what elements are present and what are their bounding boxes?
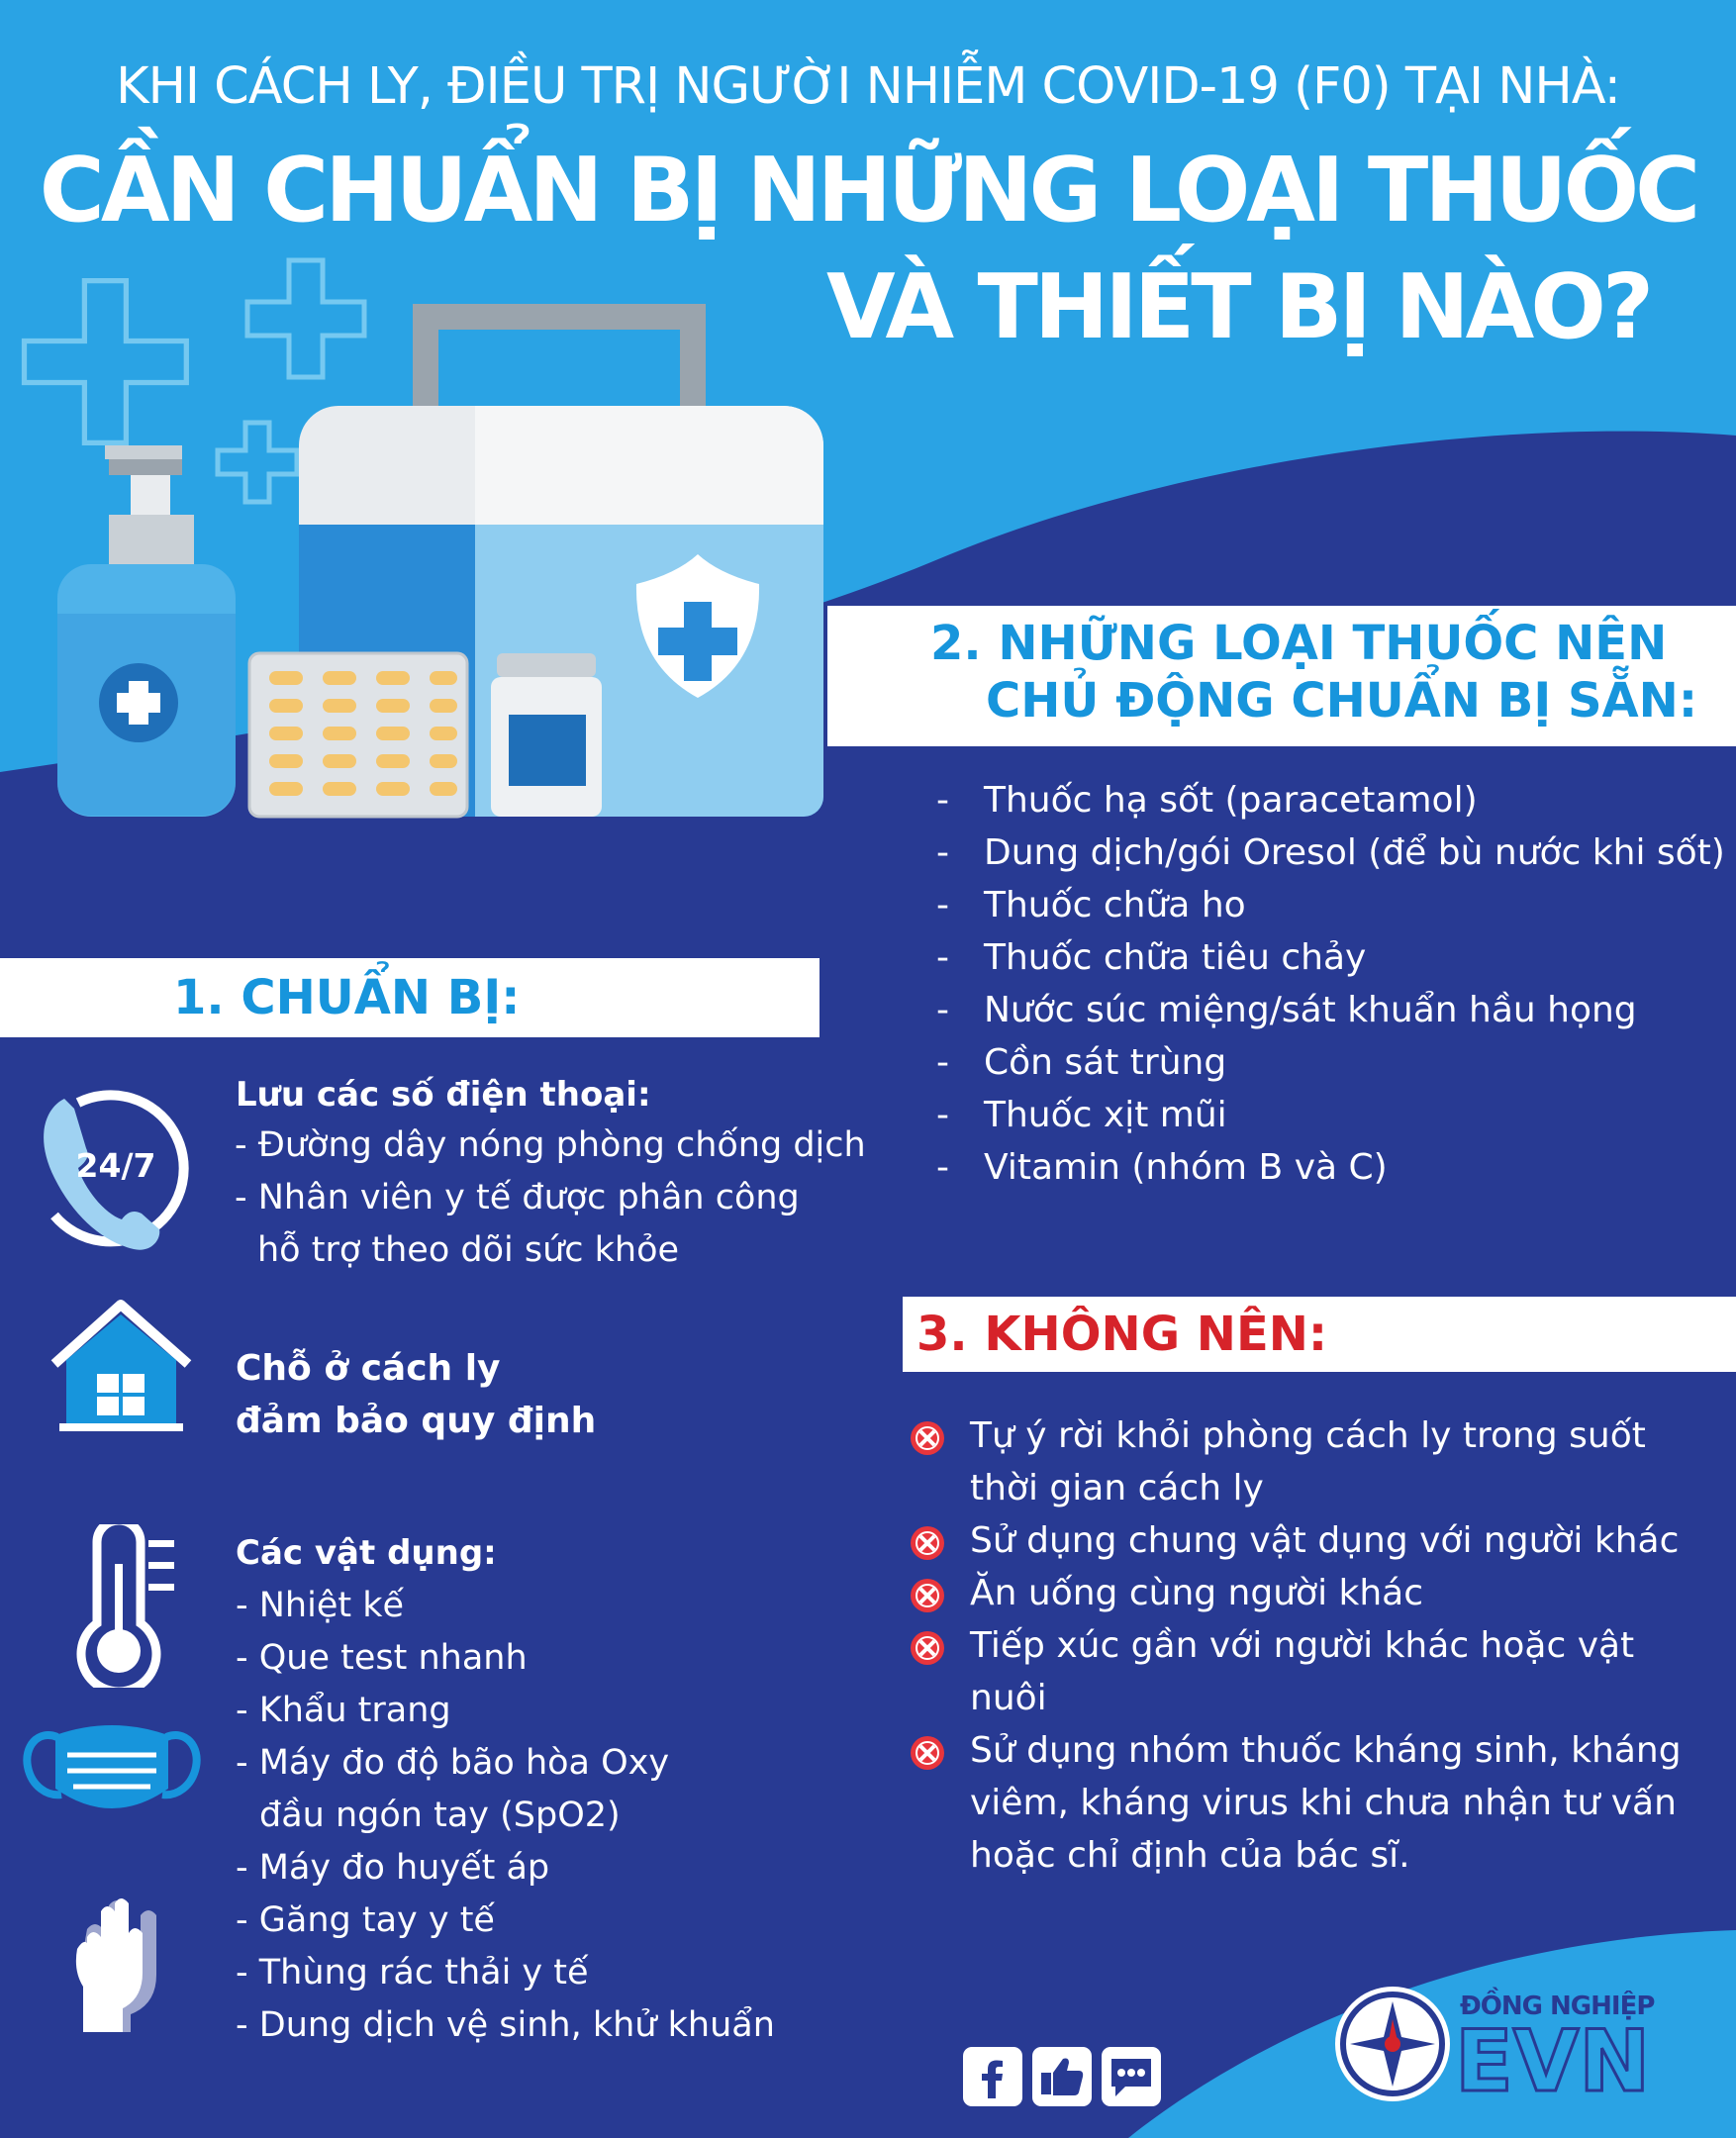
evn-brand-top: ĐỒNG NGHIỆP [1460,1992,1655,2021]
facebook-button[interactable] [963,2047,1022,2106]
list-item: - Que test nhanh [236,1638,528,1678]
list-item [936,1089,1725,1141]
section2-heading-line2: CHỦ ĐỘNG CHUẨN BỊ SẴN: [986,673,1698,729]
do-not-item: Sử dụng chung vật dụng với người khác [970,1520,1680,1561]
medical-kit-illustration [40,287,851,841]
evn-brand-main: EVN [1455,2012,1651,2111]
list-item [936,1141,1725,1194]
prohibited-icon [909,1524,946,1562]
dash: - [936,1095,949,1135]
do-not-list [970,1409,1702,1882]
dash: - [936,780,949,821]
medicine-list [936,774,1725,1194]
supplies-title: Các vật dụng: [236,1533,497,1573]
section3-band [903,1297,1736,1372]
dash: - [936,990,949,1030]
list-item [970,1724,1702,1882]
dash: - [936,937,949,978]
list-item [936,984,1725,1036]
dash: - [936,1042,949,1083]
list-item: - Nhiệt kế [236,1586,405,1625]
do-not-item: Sử dụng nhóm thuốc kháng sinh, kháng viêm, kháng virus khi chưa nhận tư vấn hoặc chỉ định của bác sĩ. [970,1730,1682,1876]
section2-heading-line1: 2. NHỮNG LOẠI THUỐC NÊN [930,616,1668,671]
subtitle: KHI CÁCH LY, ĐIỀU TRỊ NGƯỜI NHIỄM COVID-19 (F0) TẠI NHÀ: [116,57,1620,116]
medicine-item: Dung dịch/gói Oresol (để bù nước khi sốt) [984,832,1725,873]
list-item [970,1409,1702,1514]
list-item [936,931,1725,984]
prohibited-icon [909,1629,946,1667]
do-not-item: Tự ý rời khỏi phòng cách ly trong suốt thời gian cách ly [970,1415,1646,1508]
medicine-item: Thuốc xịt mũi [984,1095,1227,1135]
facebook-icon [971,2055,1014,2098]
chat-button[interactable] [1102,2047,1161,2106]
list-item: - Thùng rác thải y tế [236,1953,589,1992]
do-not-item: Ăn uống cùng người khác [970,1573,1424,1613]
chat-icon [1108,2055,1155,2098]
dash: - [936,1147,949,1188]
prohibited-icon [909,1419,946,1457]
page-title-line2: VÀ THIẾT BỊ NÀO? [826,255,1651,359]
list-item: - Máy đo độ bão hòa Oxy [236,1743,670,1783]
housing-line-1: Chỗ ở cách ly [236,1348,501,1389]
thumbs-up-icon [1039,2055,1085,2098]
prohibited-icon [909,1734,946,1772]
face-mask-icon [18,1717,206,1826]
phone-block-title: Lưu các số điện thoại: [236,1075,651,1115]
housing-line-2: đảm bảo quy định [236,1401,597,1441]
medicine-item: Nước súc miệng/sát khuẩn hầu họng [984,990,1637,1030]
supplies-list [236,1580,775,2052]
list-item [970,1619,1702,1724]
list-item [936,774,1725,826]
section1-band [0,958,820,1037]
list-item [936,1036,1725,1089]
list-item: - Găng tay y tế [236,1900,495,1940]
list-item: - Máy đo huyết áp [236,1848,550,1888]
list-item [936,879,1725,931]
phone-icon-label: 24/7 [75,1146,156,1185]
like-button[interactable] [1032,2047,1092,2106]
prohibited-icon [909,1577,946,1614]
gloves-icon [69,1886,168,2034]
do-not-item: Tiếp xúc gần với người khác hoặc vật nuôi [970,1625,1635,1718]
list-item [936,826,1725,879]
phone-line-3: hỗ trợ theo dõi sức khỏe [257,1230,680,1270]
evn-logo-icon [1328,1980,1457,2108]
section2-band [827,606,1736,746]
medicine-item: Vitamin (nhóm B và C) [984,1147,1388,1188]
list-item [970,1567,1702,1619]
phone-line-1: - Đường dây nóng phòng chống dịch [235,1125,866,1165]
medicine-item: Thuốc chữa ho [984,885,1246,925]
medicine-item: Thuốc hạ sốt (paracetamol) [984,780,1478,821]
medicine-item: Thuốc chữa tiêu chảy [984,937,1367,978]
list-item: - Khẩu trang [236,1691,451,1730]
list-item: đầu ngón tay (SpO2) [259,1796,621,1835]
section3-heading: 3. KHÔNG NÊN: [916,1307,1328,1362]
list-item: - Dung dịch vệ sinh, khử khuẩn [236,2005,775,2045]
dash: - [936,885,949,925]
house-icon [45,1297,198,1435]
thermometer-icon [69,1524,183,1688]
dash: - [936,832,949,873]
list-item [970,1514,1702,1567]
medicine-item: Cồn sát trùng [984,1042,1227,1083]
section1-heading: 1. CHUẨN BỊ: [173,970,521,1025]
page-title-line1: CẦN CHUẨN BỊ NHỮNG LOẠI THUỐC [39,139,1697,243]
phone-line-2: - Nhân viên y tế được phân công [235,1178,800,1217]
phone-24-7-icon [25,1079,203,1257]
